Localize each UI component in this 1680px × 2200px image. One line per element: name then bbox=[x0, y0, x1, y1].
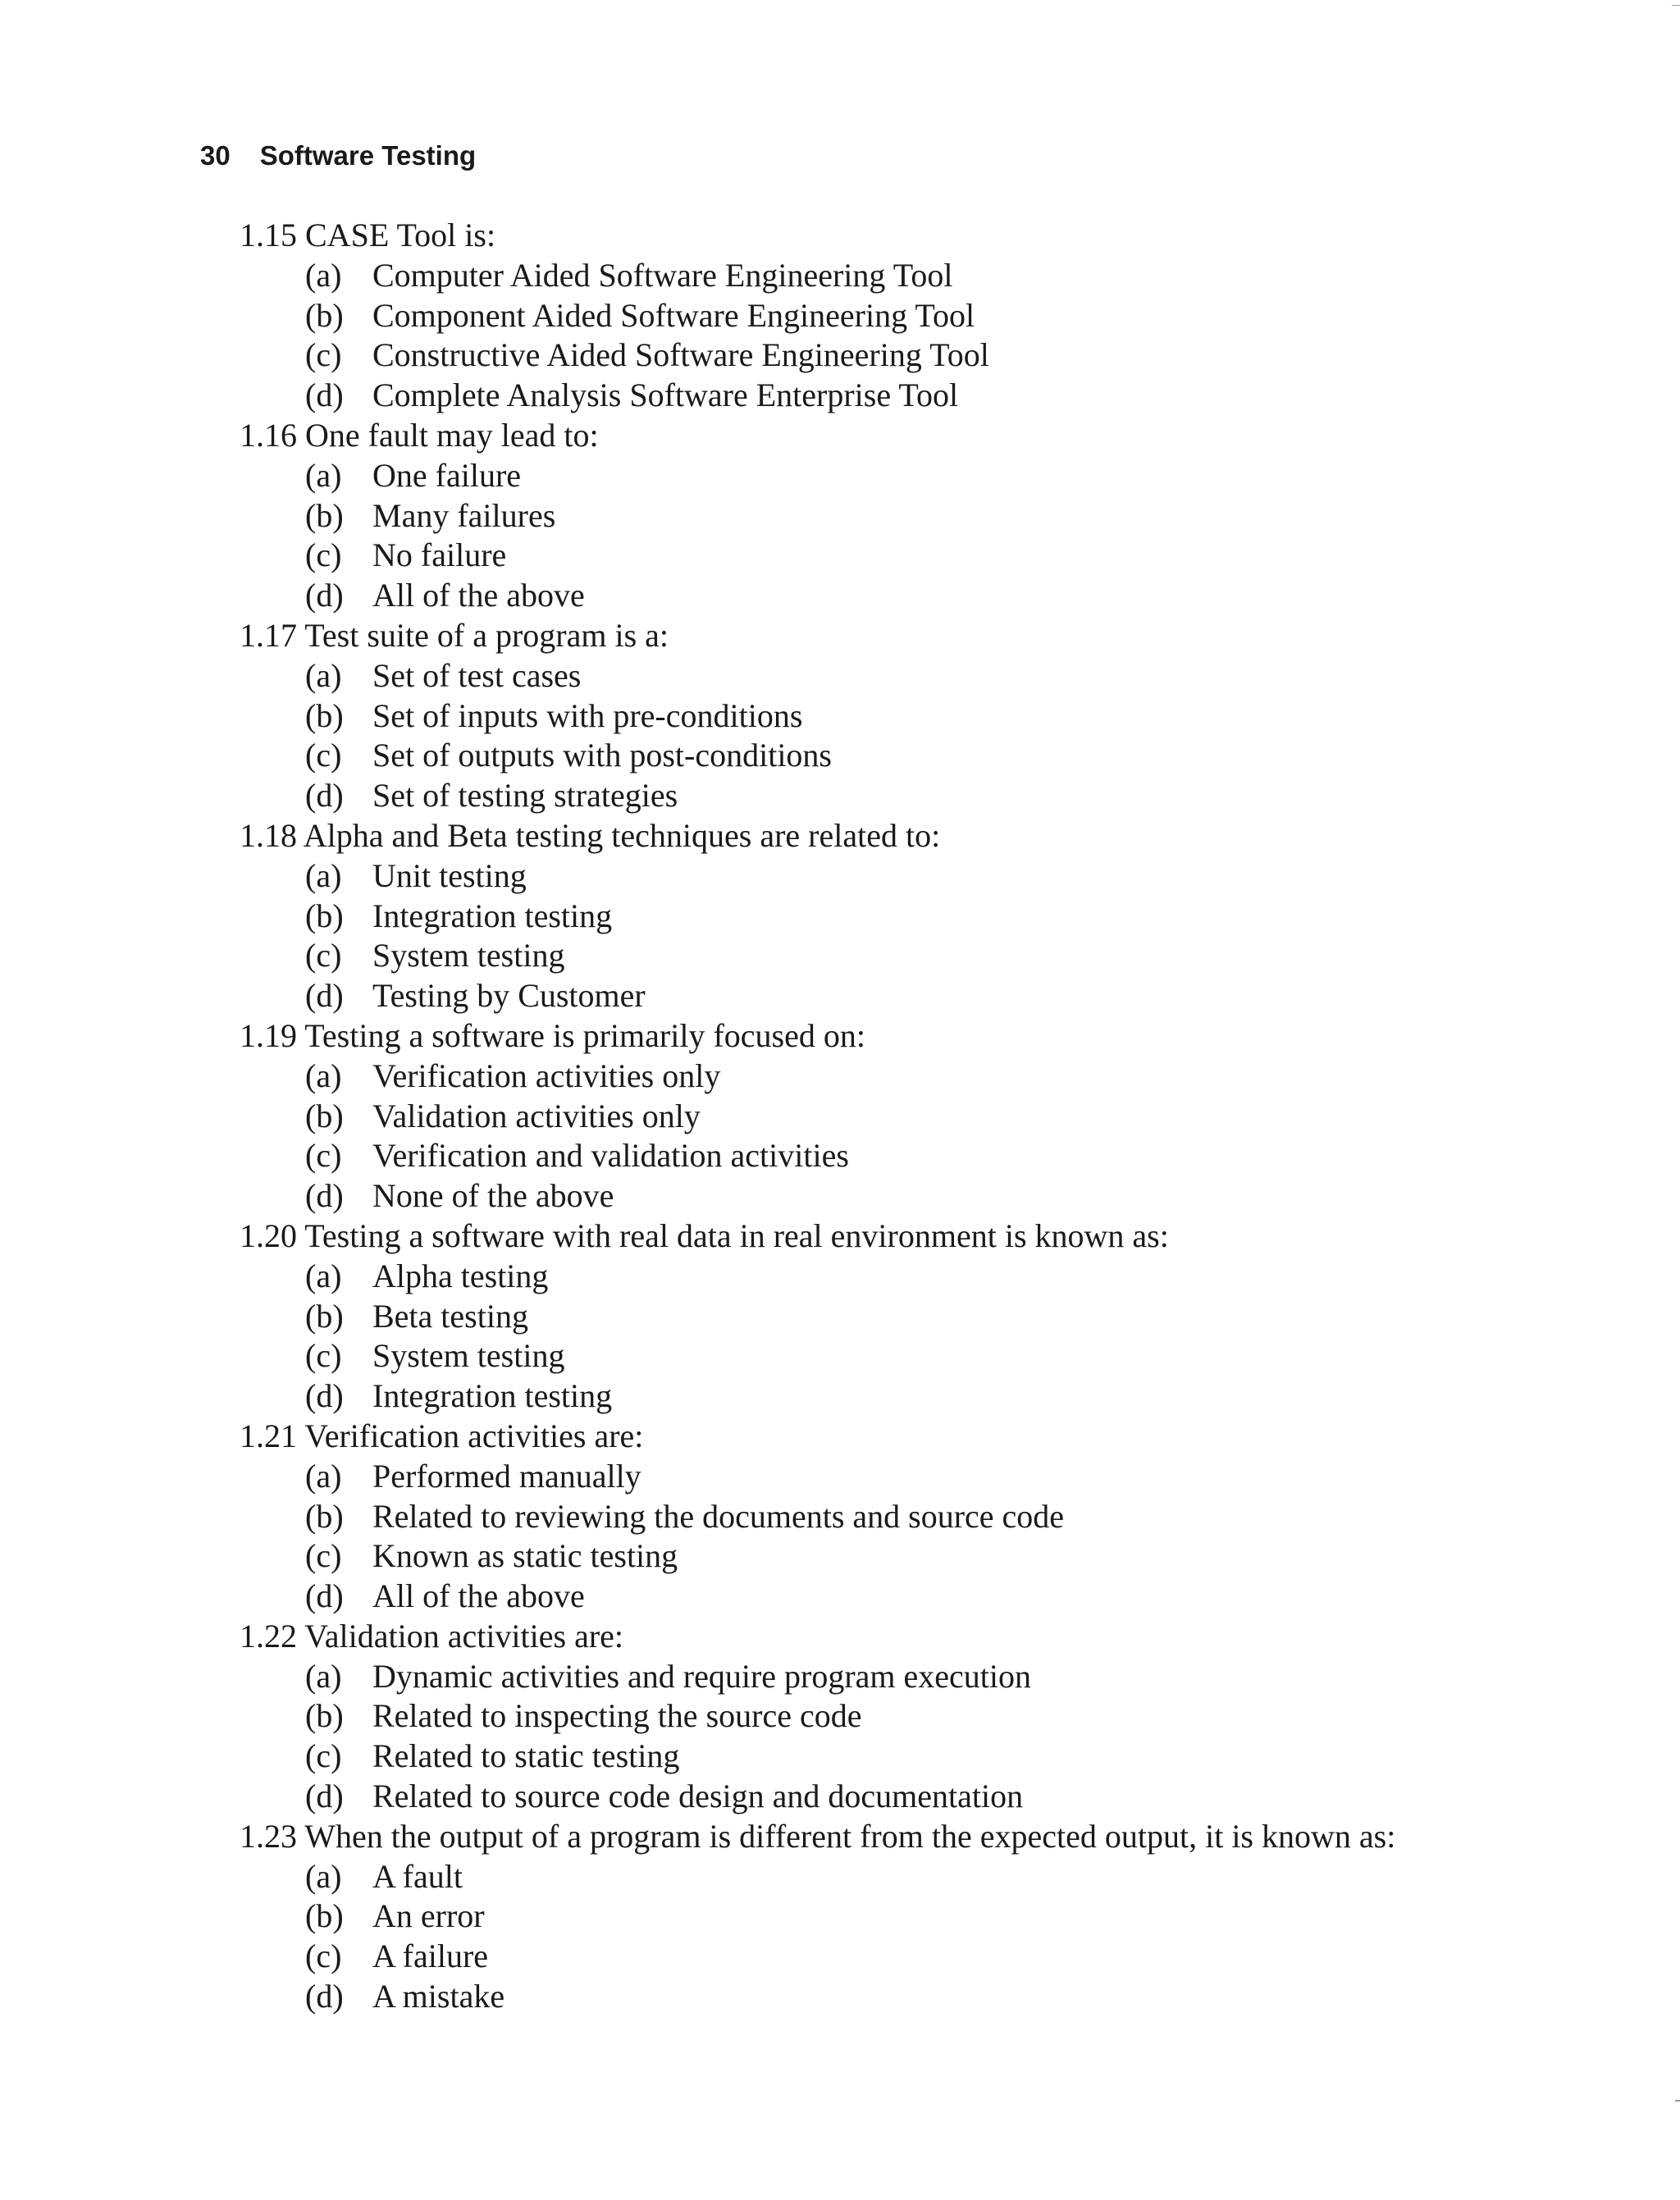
question-stem: 1.22 Validation activities are: bbox=[240, 1617, 624, 1655]
option-letter: (b) bbox=[305, 696, 344, 734]
option-letter: (b) bbox=[305, 1697, 344, 1735]
option-letter: (b) bbox=[305, 897, 344, 934]
option-text: Related to inspecting the source code bbox=[372, 1697, 862, 1735]
answer-option bbox=[240, 1696, 1650, 1737]
answer-option bbox=[240, 1497, 1650, 1537]
question-list bbox=[240, 216, 1650, 2017]
option-text: Alpha testing bbox=[372, 1257, 549, 1294]
answer-option bbox=[240, 897, 1650, 937]
option-letter: (b) bbox=[305, 1097, 344, 1134]
option-letter: (b) bbox=[305, 1297, 344, 1335]
option-letter: (d) bbox=[305, 1577, 344, 1615]
question-stem: 1.20 Testing a software with real data in real environment is known as: bbox=[240, 1216, 1169, 1254]
answer-option bbox=[240, 536, 1650, 576]
option-text: Set of inputs with pre-conditions bbox=[372, 696, 803, 734]
question-block bbox=[240, 216, 1650, 416]
option-text: All of the above bbox=[372, 1577, 585, 1615]
answer-option bbox=[240, 1777, 1650, 1817]
question-stem: 1.21 Verification activities are: bbox=[240, 1417, 644, 1454]
answer-option bbox=[240, 1657, 1650, 1697]
book-title: Software Testing bbox=[259, 140, 477, 171]
question-block bbox=[240, 816, 1650, 1016]
option-text: Set of test cases bbox=[372, 656, 582, 694]
option-letter: (d) bbox=[305, 1377, 344, 1415]
option-text: A mistake bbox=[372, 1978, 505, 2015]
option-letter: (c) bbox=[305, 1737, 342, 1775]
answer-option bbox=[240, 1937, 1650, 1977]
question-stem: 1.16 One fault may lead to: bbox=[240, 416, 599, 454]
option-text: Related to static testing bbox=[372, 1737, 680, 1775]
option-letter: (d) bbox=[305, 1778, 344, 1815]
answer-option bbox=[240, 656, 1650, 696]
question-block bbox=[240, 616, 1650, 816]
answer-option bbox=[240, 1057, 1650, 1097]
option-letter: (a) bbox=[305, 1257, 342, 1294]
option-text: Constructive Aided Software Engineering Tool bbox=[372, 336, 989, 374]
option-letter: (a) bbox=[305, 1657, 342, 1695]
option-letter: (c) bbox=[305, 1537, 342, 1575]
option-letter: (d) bbox=[305, 1177, 344, 1215]
option-text: System testing bbox=[372, 937, 565, 974]
option-text: Related to reviewing the documents and source code bbox=[372, 1497, 1065, 1535]
answer-option bbox=[240, 256, 1650, 296]
option-text: Testing by Customer bbox=[372, 977, 646, 1015]
question-stem: 1.15 CASE Tool is: bbox=[240, 217, 496, 253]
option-text: System testing bbox=[372, 1337, 565, 1375]
answer-option bbox=[240, 1857, 1650, 1897]
option-letter: (c) bbox=[305, 1137, 342, 1175]
option-text: Computer Aided Software Engineering Tool bbox=[372, 256, 953, 294]
answer-option bbox=[240, 1977, 1650, 2017]
option-letter: (c) bbox=[305, 1337, 342, 1375]
option-text: Set of testing strategies bbox=[372, 777, 678, 815]
option-letter: (c) bbox=[305, 336, 342, 374]
answer-option bbox=[240, 1536, 1650, 1577]
option-letter: (a) bbox=[305, 456, 342, 494]
answer-option bbox=[240, 696, 1650, 737]
page-number: 30 bbox=[200, 140, 231, 171]
option-letter: (c) bbox=[305, 937, 342, 974]
answer-option bbox=[240, 1176, 1650, 1216]
question-block bbox=[240, 1216, 1650, 1417]
option-text: Validation activities only bbox=[372, 1097, 701, 1134]
answer-option bbox=[240, 335, 1650, 376]
answer-option bbox=[240, 376, 1650, 416]
question-stem: 1.17 Test suite of a program is a: bbox=[240, 616, 669, 654]
crop-mark-bottom bbox=[1675, 2100, 1680, 2102]
option-letter: (a) bbox=[305, 1057, 342, 1094]
option-letter: (c) bbox=[305, 1938, 342, 1975]
option-letter: (c) bbox=[305, 737, 342, 774]
option-letter: (a) bbox=[305, 1857, 342, 1895]
answer-option bbox=[240, 1577, 1650, 1617]
option-text: Set of outputs with post-conditions bbox=[372, 737, 832, 774]
answer-option bbox=[240, 456, 1650, 496]
answer-option bbox=[240, 936, 1650, 976]
option-text: Integration testing bbox=[372, 1377, 613, 1415]
option-text: Unit testing bbox=[372, 856, 527, 894]
option-text: One failure bbox=[372, 456, 522, 494]
answer-option bbox=[240, 1257, 1650, 1297]
answer-option bbox=[240, 576, 1650, 616]
option-letter: (a) bbox=[305, 656, 342, 694]
option-text: A failure bbox=[372, 1938, 489, 1975]
question-stem: 1.23 When the output of a program is different from the expected output, it is known as: bbox=[240, 1817, 1396, 1855]
crop-mark-top bbox=[1672, 0, 1680, 6]
option-text: No failure bbox=[372, 536, 507, 574]
running-header bbox=[200, 136, 476, 176]
option-letter: (d) bbox=[305, 377, 344, 414]
answer-option bbox=[240, 1376, 1650, 1417]
option-letter: (a) bbox=[305, 856, 342, 894]
option-text: Many failures bbox=[372, 496, 556, 534]
question-block bbox=[240, 416, 1650, 616]
option-text: None of the above bbox=[372, 1177, 614, 1215]
option-text: Integration testing bbox=[372, 897, 613, 934]
option-text: Dynamic activities and require program execution bbox=[372, 1657, 1032, 1695]
answer-option bbox=[240, 776, 1650, 816]
answer-option bbox=[240, 496, 1650, 536]
option-text: Verification activities only bbox=[372, 1057, 721, 1094]
option-text: All of the above bbox=[372, 577, 585, 614]
answer-option bbox=[240, 1737, 1650, 1777]
option-text: Performed manually bbox=[372, 1457, 641, 1495]
question-stem: 1.18 Alpha and Beta testing techniques are related to: bbox=[240, 816, 941, 854]
option-letter: (d) bbox=[305, 577, 344, 614]
option-letter: (a) bbox=[305, 1457, 342, 1495]
answer-option bbox=[240, 976, 1650, 1016]
option-letter: (d) bbox=[305, 777, 344, 815]
option-text: Component Aided Software Engineering Tool bbox=[372, 296, 975, 334]
answer-option bbox=[240, 1457, 1650, 1497]
option-text: A fault bbox=[372, 1857, 463, 1895]
answer-option bbox=[240, 1297, 1650, 1337]
option-letter: (d) bbox=[305, 977, 344, 1015]
question-block bbox=[240, 1617, 1650, 1817]
option-letter: (b) bbox=[305, 1897, 344, 1935]
option-text: Beta testing bbox=[372, 1297, 528, 1335]
answer-option bbox=[240, 1896, 1650, 1937]
question-stem: 1.19 Testing a software is primarily focused on: bbox=[240, 1016, 865, 1054]
option-text: Related to source code design and documentation bbox=[372, 1778, 1024, 1815]
answer-option bbox=[240, 1097, 1650, 1137]
answer-option bbox=[240, 1336, 1650, 1376]
answer-option bbox=[240, 296, 1650, 336]
question-block bbox=[240, 1016, 1650, 1216]
option-text: Verification and validation activities bbox=[372, 1137, 849, 1175]
answer-option bbox=[240, 1136, 1650, 1176]
option-letter: (d) bbox=[305, 1978, 344, 2015]
option-letter: (a) bbox=[305, 256, 342, 294]
answer-option bbox=[240, 736, 1650, 776]
option-text: Known as static testing bbox=[372, 1537, 678, 1575]
option-text: An error bbox=[372, 1897, 485, 1935]
option-text: Complete Analysis Software Enterprise Tool bbox=[372, 377, 959, 414]
question-block bbox=[240, 1817, 1650, 2017]
option-letter: (b) bbox=[305, 496, 344, 534]
option-letter: (b) bbox=[305, 1497, 344, 1535]
option-letter: (b) bbox=[305, 296, 344, 334]
option-letter: (c) bbox=[305, 536, 342, 574]
answer-option bbox=[240, 856, 1650, 897]
question-block bbox=[240, 1417, 1650, 1617]
